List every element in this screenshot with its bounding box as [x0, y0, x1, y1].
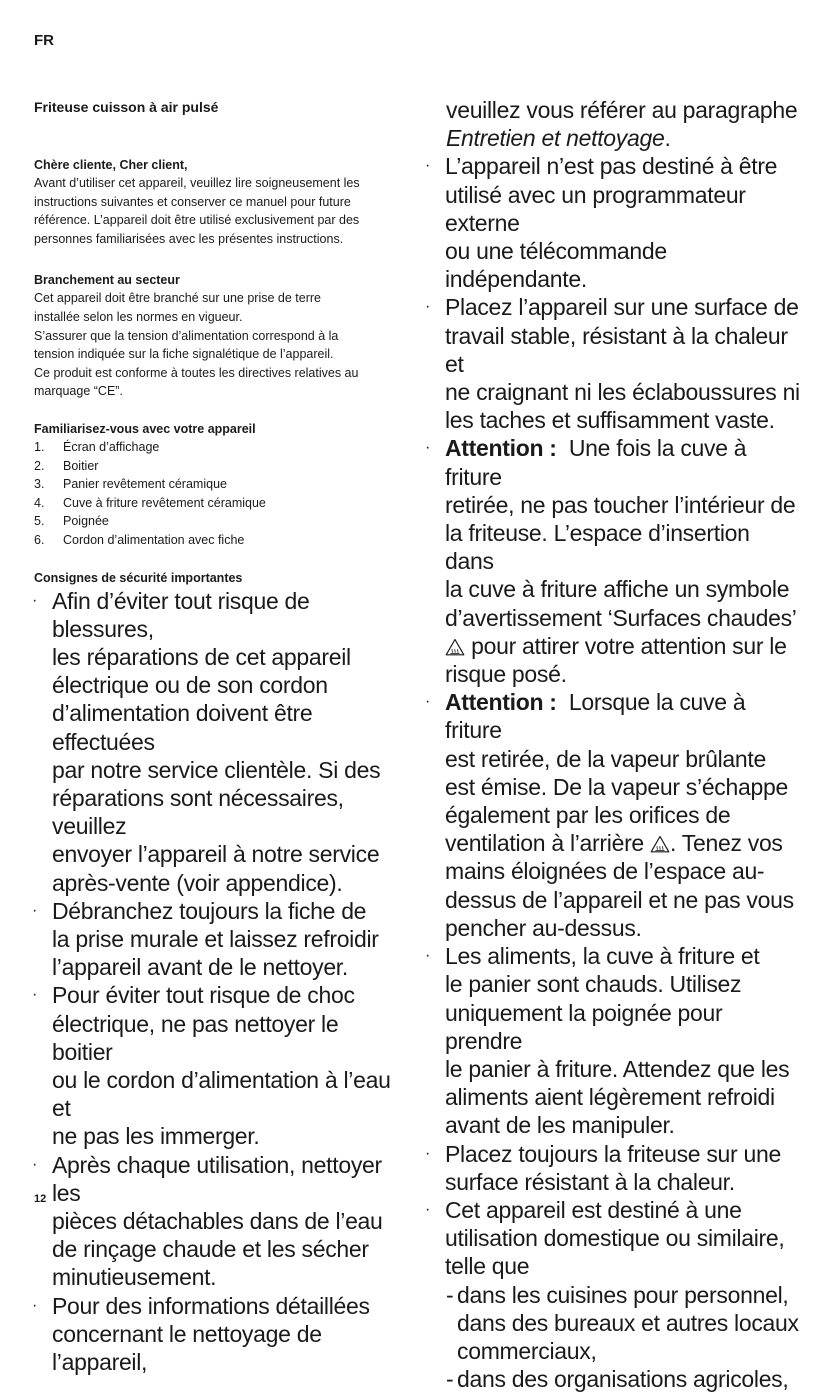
item-label: Boitier [63, 458, 99, 473]
item-number: 6. [34, 532, 45, 547]
list-item [427, 688, 802, 942]
power-text: Cet appareil doit être branché sur une prise de terre installée selon les normes en vigueur. S’assurer que la tension d’alimentation correspond à la tension indiquée sur la fiche signalétique de l’appareil. Ce produit est conforme à toutes les directives relatives au marquage “CE”. [34, 291, 359, 399]
item-number: 4. [34, 495, 45, 510]
item-label: Écran d’affichage [63, 439, 160, 454]
attention-label: Attention : [445, 689, 557, 716]
item-text: . Tenez vos mains éloignées de l’espace au- dessus de l’appareil et ne pas vous pencher au-dessus. [445, 830, 794, 941]
power-heading: Branchement au secteur [34, 273, 180, 288]
item-text: Pour des informations détaillées concernant le nettoyage de l’appareil, [52, 1292, 370, 1375]
attention-label: Attention : [445, 435, 557, 462]
list-item [34, 531, 396, 550]
list-item [34, 512, 396, 531]
hot-surface-warning-icon [650, 835, 670, 853]
item-text: Afin d’éviter tout risque de blessures, les réparations de cet appareil électrique ou de son cordon d’alimentation doivent être effectuées par notre service clientèle. Si des réparations sont nécessaires, veuillez envoyer l’appareil à notre service après-vente (voir appendice). [52, 587, 381, 896]
item-text: Une fois la cuve à friture retirée, ne pas toucher l’intérieur de la friteuse. L’espace d’insertion dans la cuve à friture affiche un symbole d’avertissement ‘Surfaces chaudes’ [445, 435, 797, 631]
list-item [427, 1140, 802, 1196]
power-section [34, 271, 396, 401]
language-label: FR [34, 32, 54, 49]
item-label: Cuve à friture revêtement céramique [63, 495, 266, 510]
item-number: 1. [34, 439, 45, 454]
usage-sub-list [427, 1281, 802, 1393]
item-text: dans des organisations agricoles, [457, 1366, 789, 1393]
familiar-heading: Familiarisez-vous avec votre appareil [34, 421, 256, 436]
item-text: Les aliments, la cuve à friture et le panier sont chauds. Utilisez uniquement la poignée pour prendre le panier à friture. Attendez que les aliments aient légèrement refroidi avant de les manipuler. [445, 943, 790, 1139]
item-text: Placez toujours la friteuse sur une surface résistant à la chaleur. [445, 1140, 781, 1195]
list-item [34, 897, 396, 982]
list-item [34, 438, 396, 457]
list-item [34, 1151, 396, 1292]
item-text: dans les cuisines pour personnel, dans des bureaux et autres locaux commerciaux, [457, 1281, 799, 1364]
cleaning-reference: Entretien et nettoyage [446, 125, 665, 152]
list-item [34, 494, 396, 513]
bullet-dot: · [425, 947, 431, 965]
bullet-dot: · [425, 157, 431, 175]
safety-section [34, 569, 396, 1377]
familiar-section [34, 420, 396, 550]
period: . [664, 125, 671, 152]
item-number: 5. [34, 514, 45, 529]
list-item [427, 152, 802, 293]
hot-surface-warning-icon [445, 638, 465, 656]
item-number: 2. [34, 458, 45, 473]
item-text: L’appareil n’est pas destiné à être utilisé avec un programmateur externe ou une télécommande indépendante. [445, 153, 778, 293]
bullet-dot: · [32, 901, 38, 919]
item-label: Panier revêtement céramique [63, 477, 227, 492]
bullet-dot: · [425, 1200, 431, 1218]
list-item [34, 457, 396, 476]
list-item [427, 293, 802, 434]
greeting-section [34, 156, 396, 248]
bullet-dot: · [425, 1144, 431, 1162]
continued-paragraph [427, 96, 802, 152]
safety-list [34, 587, 396, 1377]
bullet-dot: · [32, 986, 38, 1004]
list-item [427, 942, 802, 1139]
list-item [34, 1292, 396, 1377]
item-text: Cet appareil est destiné à une utilisation domestique ou similaire, telle que [445, 1196, 785, 1280]
greeting-heading: Chère cliente, Cher client, [34, 158, 188, 172]
list-item [34, 475, 396, 494]
item-text: pour attirer votre attention sur le risque posé. [445, 632, 787, 688]
item-text: Lorsque la cuve à friture est retirée, de la vapeur brûlante est émise. De la vapeur s’échappe également par les orifices de ventilation à l’arrière [445, 689, 788, 857]
continued-text: veuillez vous référer au paragraphe [446, 97, 798, 123]
item-text: Pour éviter tout risque de choc électrique, ne pas nettoyer le boitier ou le cordon d’alimentation à l’eau et ne pas les immerger. [52, 982, 391, 1150]
sub-list-item [446, 1281, 802, 1366]
list-item [34, 587, 396, 897]
item-label: Cordon d’alimentation avec fiche [63, 532, 245, 547]
bullet-dot: · [425, 439, 431, 457]
left-column [34, 98, 396, 1376]
sub-list-item [446, 1365, 802, 1393]
item-text: Placez l’appareil sur une surface de travail stable, résistant à la chaleur et ne craignant ni les éclaboussures ni les taches et suffisamment vaste. [445, 294, 800, 434]
list-item [34, 981, 396, 1150]
bullet-dot: · [32, 591, 38, 609]
bullet-dot: · [32, 1155, 38, 1173]
parts-list [34, 438, 396, 550]
item-text: Débranchez toujours la fiche de la prise murale et laissez refroidir l’appareil avant de le nettoyer. [52, 897, 379, 981]
list-item [427, 1196, 802, 1281]
safety-list-continued [427, 152, 802, 1280]
item-label: Poignée [63, 514, 109, 529]
item-number: 3. [34, 477, 45, 492]
page-number: 12 [34, 1193, 47, 1205]
right-column [427, 96, 802, 1393]
bullet-dot: · [32, 1296, 38, 1314]
item-text: Après chaque utilisation, nettoyer les pièces détachables dans de l’eau de rinçage chaude et les sécher minutieusement. [52, 1151, 383, 1291]
safety-heading: Consignes de sécurité importantes [34, 570, 243, 585]
dash-marker: - [446, 1281, 454, 1308]
list-item [427, 434, 802, 688]
document-title: Friteuse cuisson à air pulsé [34, 99, 219, 115]
bullet-dot: · [425, 298, 431, 316]
greeting-text: Avant d’utiliser cet appareil, veuillez lire soigneusement les instructions suivantes et conserver ce manuel pour future référence. L’appareil doit être utilisé exclusivement par des personnes familiarisées avec les présentes instructions. [34, 176, 360, 246]
dash-marker: - [446, 1366, 454, 1393]
bullet-dot: · [425, 693, 431, 711]
